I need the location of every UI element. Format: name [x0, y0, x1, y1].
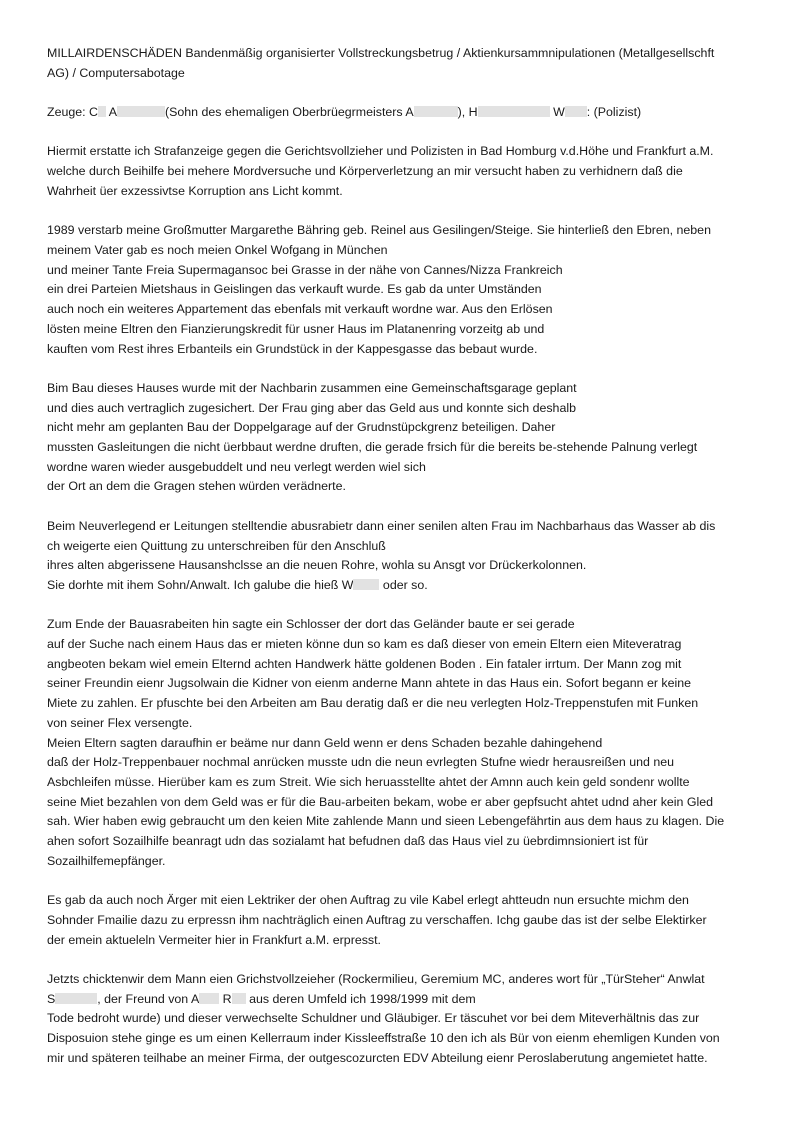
text-line: daß der Holz-Treppenbauer nochmal anrücken musste udn die neun evrlegten Stufne wiedr herausreißen und neu: [47, 755, 675, 770]
redaction-block: [353, 579, 379, 590]
text-line: ihres alten abgerissene Hausanshclsse an die neuen Rohre, wohla su Ansgt vor Drückerkolonnen.: [47, 558, 587, 573]
text-fragment: oder so.: [379, 577, 428, 592]
text-line: mussten Gasleitungen die nicht üerbbaut werdne druften, die gerade frsich für die bereits be-stehende Palnung verlegt: [47, 440, 698, 454]
text-line: Es gab da auch noch Ärger mit eien Lektriker der ohen Auftrag zu vile Kabel erlegt ahtteudn nun ersuchte michm den: [47, 893, 689, 908]
text-line: Disposuion stehe ginge es um einen Kellerraum inder Kissleeffstraße 10 den ich als Bür von eienm ehemligen Kunden von: [47, 1031, 720, 1046]
text-fragment: Sie dorhte mit ihem Sohn/Anwalt. Ich galube die hieß W: [47, 577, 354, 592]
paragraph: [47, 221, 752, 359]
redaction-block: [232, 993, 246, 1004]
text-line: ein drei Parteien Mietshaus in Geislingen das verkauft wurde. Es gab da unter Umständen: [47, 282, 542, 297]
text-fragment: aus deren Umfeld ich 1998/1999 mit dem: [245, 991, 476, 1006]
text-fragment: R: [219, 991, 232, 1006]
paragraph: [47, 891, 752, 950]
text-line: auch noch ein weiteres Appartement das ebenfals mit verkauft wordne war. Aus den Erlösen: [47, 302, 553, 317]
redaction-block: [55, 993, 97, 1004]
redaction-block: [414, 106, 458, 117]
heading-line: AG) / Computersabotage: [47, 65, 185, 80]
paragraph: [47, 379, 752, 497]
text-line: wordne waren wieder ausgebuddelt und neu verlegt werden wiel sich: [47, 459, 426, 474]
text-line: angbeoten bekam wiel emein Elternd achten Handwerk hätte goldenen Boden . Ein fataler irrtum. Der Mann zog mit: [47, 656, 682, 671]
text-line: ahen sofort Sozailhilfe beanragt udn das sozialamt hat befudnen daß das Haus viel zu üebrdimnsioniert ist für: [47, 834, 649, 849]
text-line: sah. Wier haben ewig gebraucht um den keien Mite zahlende Mann und sieen Lebengefährtin aus dem haus zu klagen. Die: [47, 814, 725, 829]
text-line: meinem Vater gab es noch meien Onkel Wofgang in München: [47, 242, 388, 257]
redaction-block: [117, 106, 165, 117]
text-line: Sozailhilfemepfänger.: [47, 853, 166, 868]
text-line: mir und späteren teilhabe an meiner Firma, der outgescozurcten EDV Abteilung eienr Peroslaberutung angemietet hatte.: [47, 1050, 708, 1065]
redaction-block: [98, 106, 106, 117]
text-line: Bim Bau dieses Hauses wurde mit der Nachbarin zusammen eine Gemeinschaftsgarage geplant: [47, 380, 577, 395]
text-line: Miete zu zahlen. Er pfuschte bei den Arbeiten am Bau deratig daß er die neu verlegten Holz-Treppenstufen mit Funken: [47, 696, 699, 711]
text-fragment: , der Freund von A: [97, 991, 200, 1006]
witness-text: W: [553, 105, 565, 120]
redaction-block: [478, 106, 550, 117]
text-line: und dies auch vertraglich zugesichert. Der Frau ging aber das Geld aus und konnte sich deshalb: [47, 400, 576, 415]
text-line: Beim Neuverlegend er Leitungen stelltendie abusrabietr dann einer senilen alten Frau im Nachbarhaus das Wasser ab dis: [47, 518, 716, 533]
text-line: nicht mehr am geplanten Bau der Doppelgarage auf der Grudnstüpckgrenz beteiligen. Daher: [47, 420, 556, 435]
text-line: kauften vom Rest ihres Erbanteils ein Grundstück in der Kappesgasse das bebaut wurde.: [47, 341, 538, 356]
text-line: und meiner Tante Freia Supermagansoc bei Grasse in der nähe von Cannes/Nizza Frankreich: [47, 262, 563, 277]
text-line: Asbchleifen müsse. Hierüber kam es zum Streit. Wie sich heruasstellte ahtet der Amnn auch kein geld sondenr wollte: [47, 774, 690, 789]
text-line: Jetzts chicktenwir dem Mann eien Grichstvollzeieher (Rockermilieu, Geremium MC, anderes wort für „TürSteher“ Anwlat: [47, 971, 705, 986]
text-line: seiner Freundin eienr Jugsolwain die Kidner von eienm anderne Mann ahtete in das Haus ein. Sofort begann er keine: [47, 676, 692, 691]
redaction-block: [199, 993, 219, 1004]
text-line: Hiermit erstatte ich Strafanzeige gegen die Gerichtsvollzieher und Polizisten in Bad Homburg v.d.Höhe und Frankfurt a.M.: [47, 144, 714, 159]
witness-line: [47, 103, 752, 123]
paragraph: [47, 970, 752, 1069]
text-line: lösten meine Eltren den Fianzierungskredit für usner Haus im Platanenring vorzeitg ab und: [47, 321, 545, 336]
text-line: der Ort an dem die Gragen stehen würden verädnerte.: [47, 479, 346, 494]
witness-text: (Sohn des ehemaligen Oberbrüegrmeisters A: [165, 105, 414, 120]
text-line: Sohnder Fmailie dazu zu erpressn ihm nachträglich einen Auftrag zu verschaffen. Ichg gaube das ist der selbe Elektirker: [47, 912, 707, 927]
text-line: auf der Suche nach einem Haus das er mieten könne dun so kam es daß dieser von emein Eltern eien Miteveratrag: [47, 637, 682, 651]
text-line: ch weigerte eien Quittung zu unterschreiben für den Anschluß: [47, 538, 386, 553]
witness-text: ), H: [457, 105, 478, 120]
text-line: seine Miet bezahlen von dem Geld was er für die Bau-arbeiten bekam, wobe er aber gepfsucht ahtet udnd aher kein Gled: [47, 794, 714, 809]
text-line: Tode bedroht wurde) und dieser verwechselte Schuldner und Gläubiger. Er täscuhet vor bei dem Miteverhältnis das zur: [47, 1011, 700, 1026]
witness-text: : (Polizist): [586, 105, 642, 120]
redaction-block: [565, 106, 587, 117]
text-line: welche durch Beihilfe bei mehere Mordversuche und Körperverletzung an mir versucht haben zu verhidnern daß die: [47, 164, 683, 179]
witness-text: A: [108, 105, 117, 120]
paragraph: [47, 142, 752, 201]
text-line: Zum Ende der Bauasrabeiten hin sagte ein Schlosser der dort das Geländer baute er sei gerade: [47, 617, 575, 632]
paragraph: [47, 615, 752, 871]
text-line: 1989 verstarb meine Großmutter Margarethe Bähring geb. Reinel aus Gesilingen/Steige. Sie hinterließ den Ebren, neben: [47, 223, 711, 238]
document-page: [47, 44, 752, 1088]
text-line: Wahrheit üer exzessivtse Korruption ans Licht kommt.: [47, 183, 343, 198]
text-fragment: S: [47, 991, 56, 1006]
text-line: von seiner Flex versengte.: [47, 715, 193, 730]
heading-line: MILLAIRDENSCHÄDEN Bandenmäßig organisierter Vollstreckungsbetrug / Aktienkursammnipulationen (Metallgesellschft: [47, 46, 715, 60]
text-line: der emein aktueleln Vermeiter hier in Frankfurt a.M. erpresst.: [47, 932, 381, 947]
text-line: Meien Eltern sagten daraufhin er beäme nur dann Geld wenn er dens Schaden bezahle dahingehend: [47, 735, 603, 750]
paragraph: [47, 517, 752, 596]
witness-text: Zeuge: C: [47, 105, 98, 120]
document-heading: [47, 44, 752, 83]
